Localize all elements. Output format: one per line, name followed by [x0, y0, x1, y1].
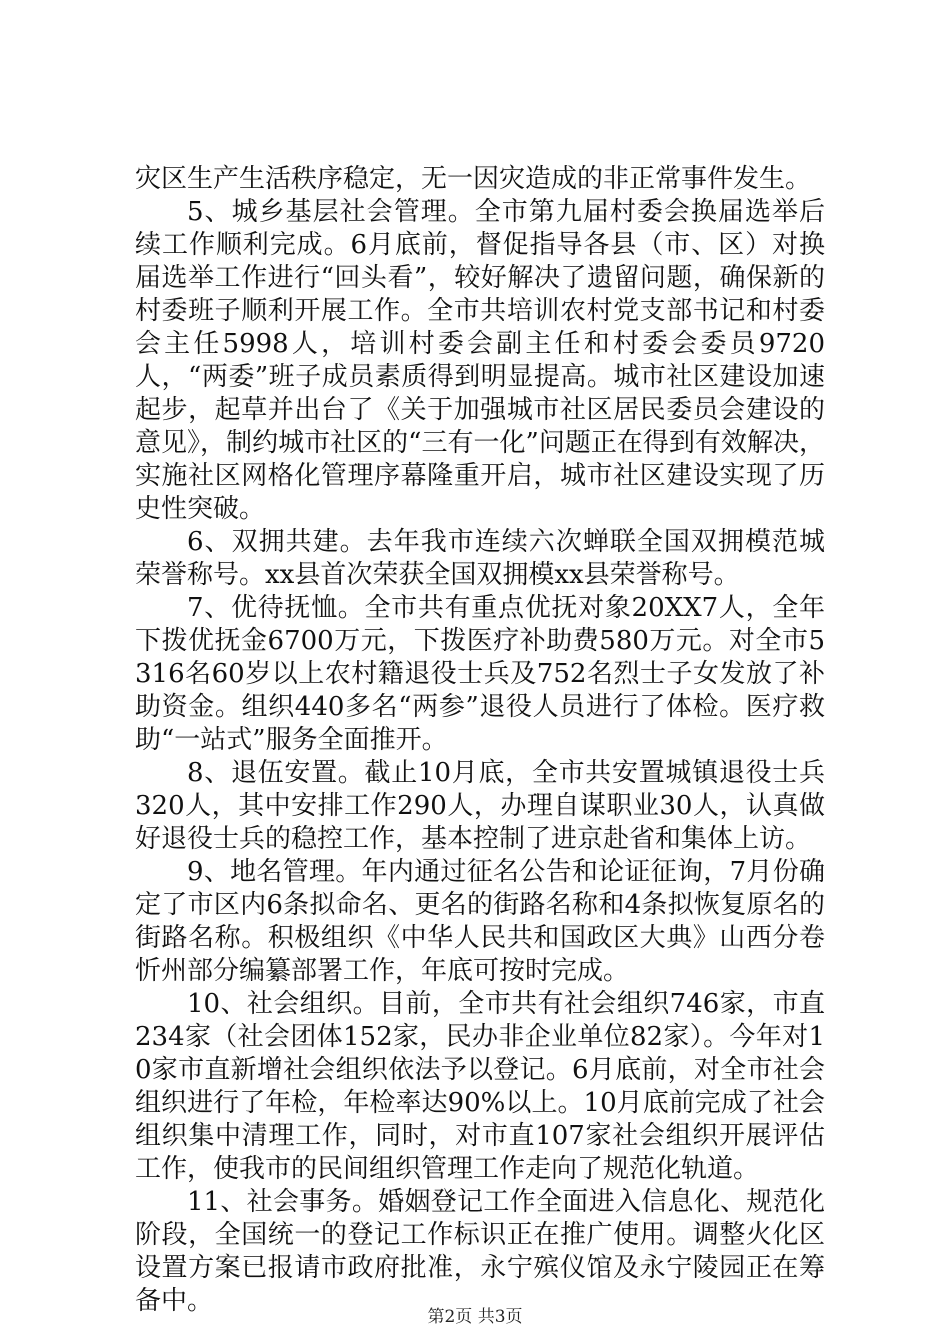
document-body — [135, 163, 825, 1318]
paragraph-item-10: 10、社会组织。目前，全市共有社会组织746家，市直234家（社会团体152家，民办非企业单位82家）。今年对10家市直新增社会组织依法予以登记。6月底前，对全市社会组织进行了年检，年检率达90%以上。10月底前完成了社会组织集中清理工作，同时，对市直107家社会组织开展评估工作，使我市的民间组织管理工作走向了规范化轨道。 — [135, 989, 825, 1184]
paragraph-item-8: 8、退伍安置。截止10月底，全市共安置城镇退役士兵320人，其中安排工作290人，办理自谋职业30人，认真做好退役士兵的稳控工作，基本控制了进京赴省和集体上访。 — [135, 758, 825, 854]
paragraph-item-5: 5、城乡基层社会管理。全市第九届村委会换届选举后续工作顺利完成。6月底前，督促指导各县（市、区）对换届选举工作进行“回头看”，较好解决了遗留问题，确保新的村委班子顺利开展工作。全市共培训农村党支部书记和村委会主任5998人，培训村委会副主任和村委会委员9720人，“两委”班子成员素质得到明显提高。城市社区建设加速起步，起草并出台了《关于加强城市社区居民委员会建设的意见》，制约城市社区的“三有一化”问题正在得到有效解决，实施社区网格化管理序幕隆重开启，城市社区建设实现了历史性突破。 — [135, 197, 825, 524]
paragraph-item-11: 11、社会事务。婚姻登记工作全面进入信息化、规范化阶段，全国统一的登记工作标识正在推广使用。调整火化区设置方案已报请市政府批准，永宁殡仪馆及永宁陵园正在筹备中。 — [135, 1187, 825, 1316]
paragraph-item-9: 9、地名管理。年内通过征名公告和论证征询，7月份确定了市区内6条拟命名、更名的街路名称和4条拟恢复原名的街路名称。积极组织《中华人民共和国政区大典》山西分卷忻州部分编纂部署工作，年底可按时完成。 — [135, 857, 825, 986]
paragraph-item-6: 6、双拥共建。去年我市连续六次蝉联全国双拥模范城荣誉称号。xx县首次荣获全国双拥模xx县荣誉称号。 — [135, 527, 825, 590]
page-footer: 第2页 共3页 — [427, 1307, 523, 1327]
paragraph-continuation: 灾区生产生活秩序稳定，无一因灾造成的非正常事件发生。 — [135, 164, 812, 194]
paragraph-item-7: 7、优待抚恤。全市共有重点优抚对象20XX7人，全年下拨优抚金6700万元，下拨医疗补助费580万元。对全市5316名60岁以上农村籍退役士兵及752名烈士子女发放了补助资金。组织440多名“两参”退役人员进行了体检。医疗救助“一站式”服务全面推开。 — [135, 593, 825, 755]
